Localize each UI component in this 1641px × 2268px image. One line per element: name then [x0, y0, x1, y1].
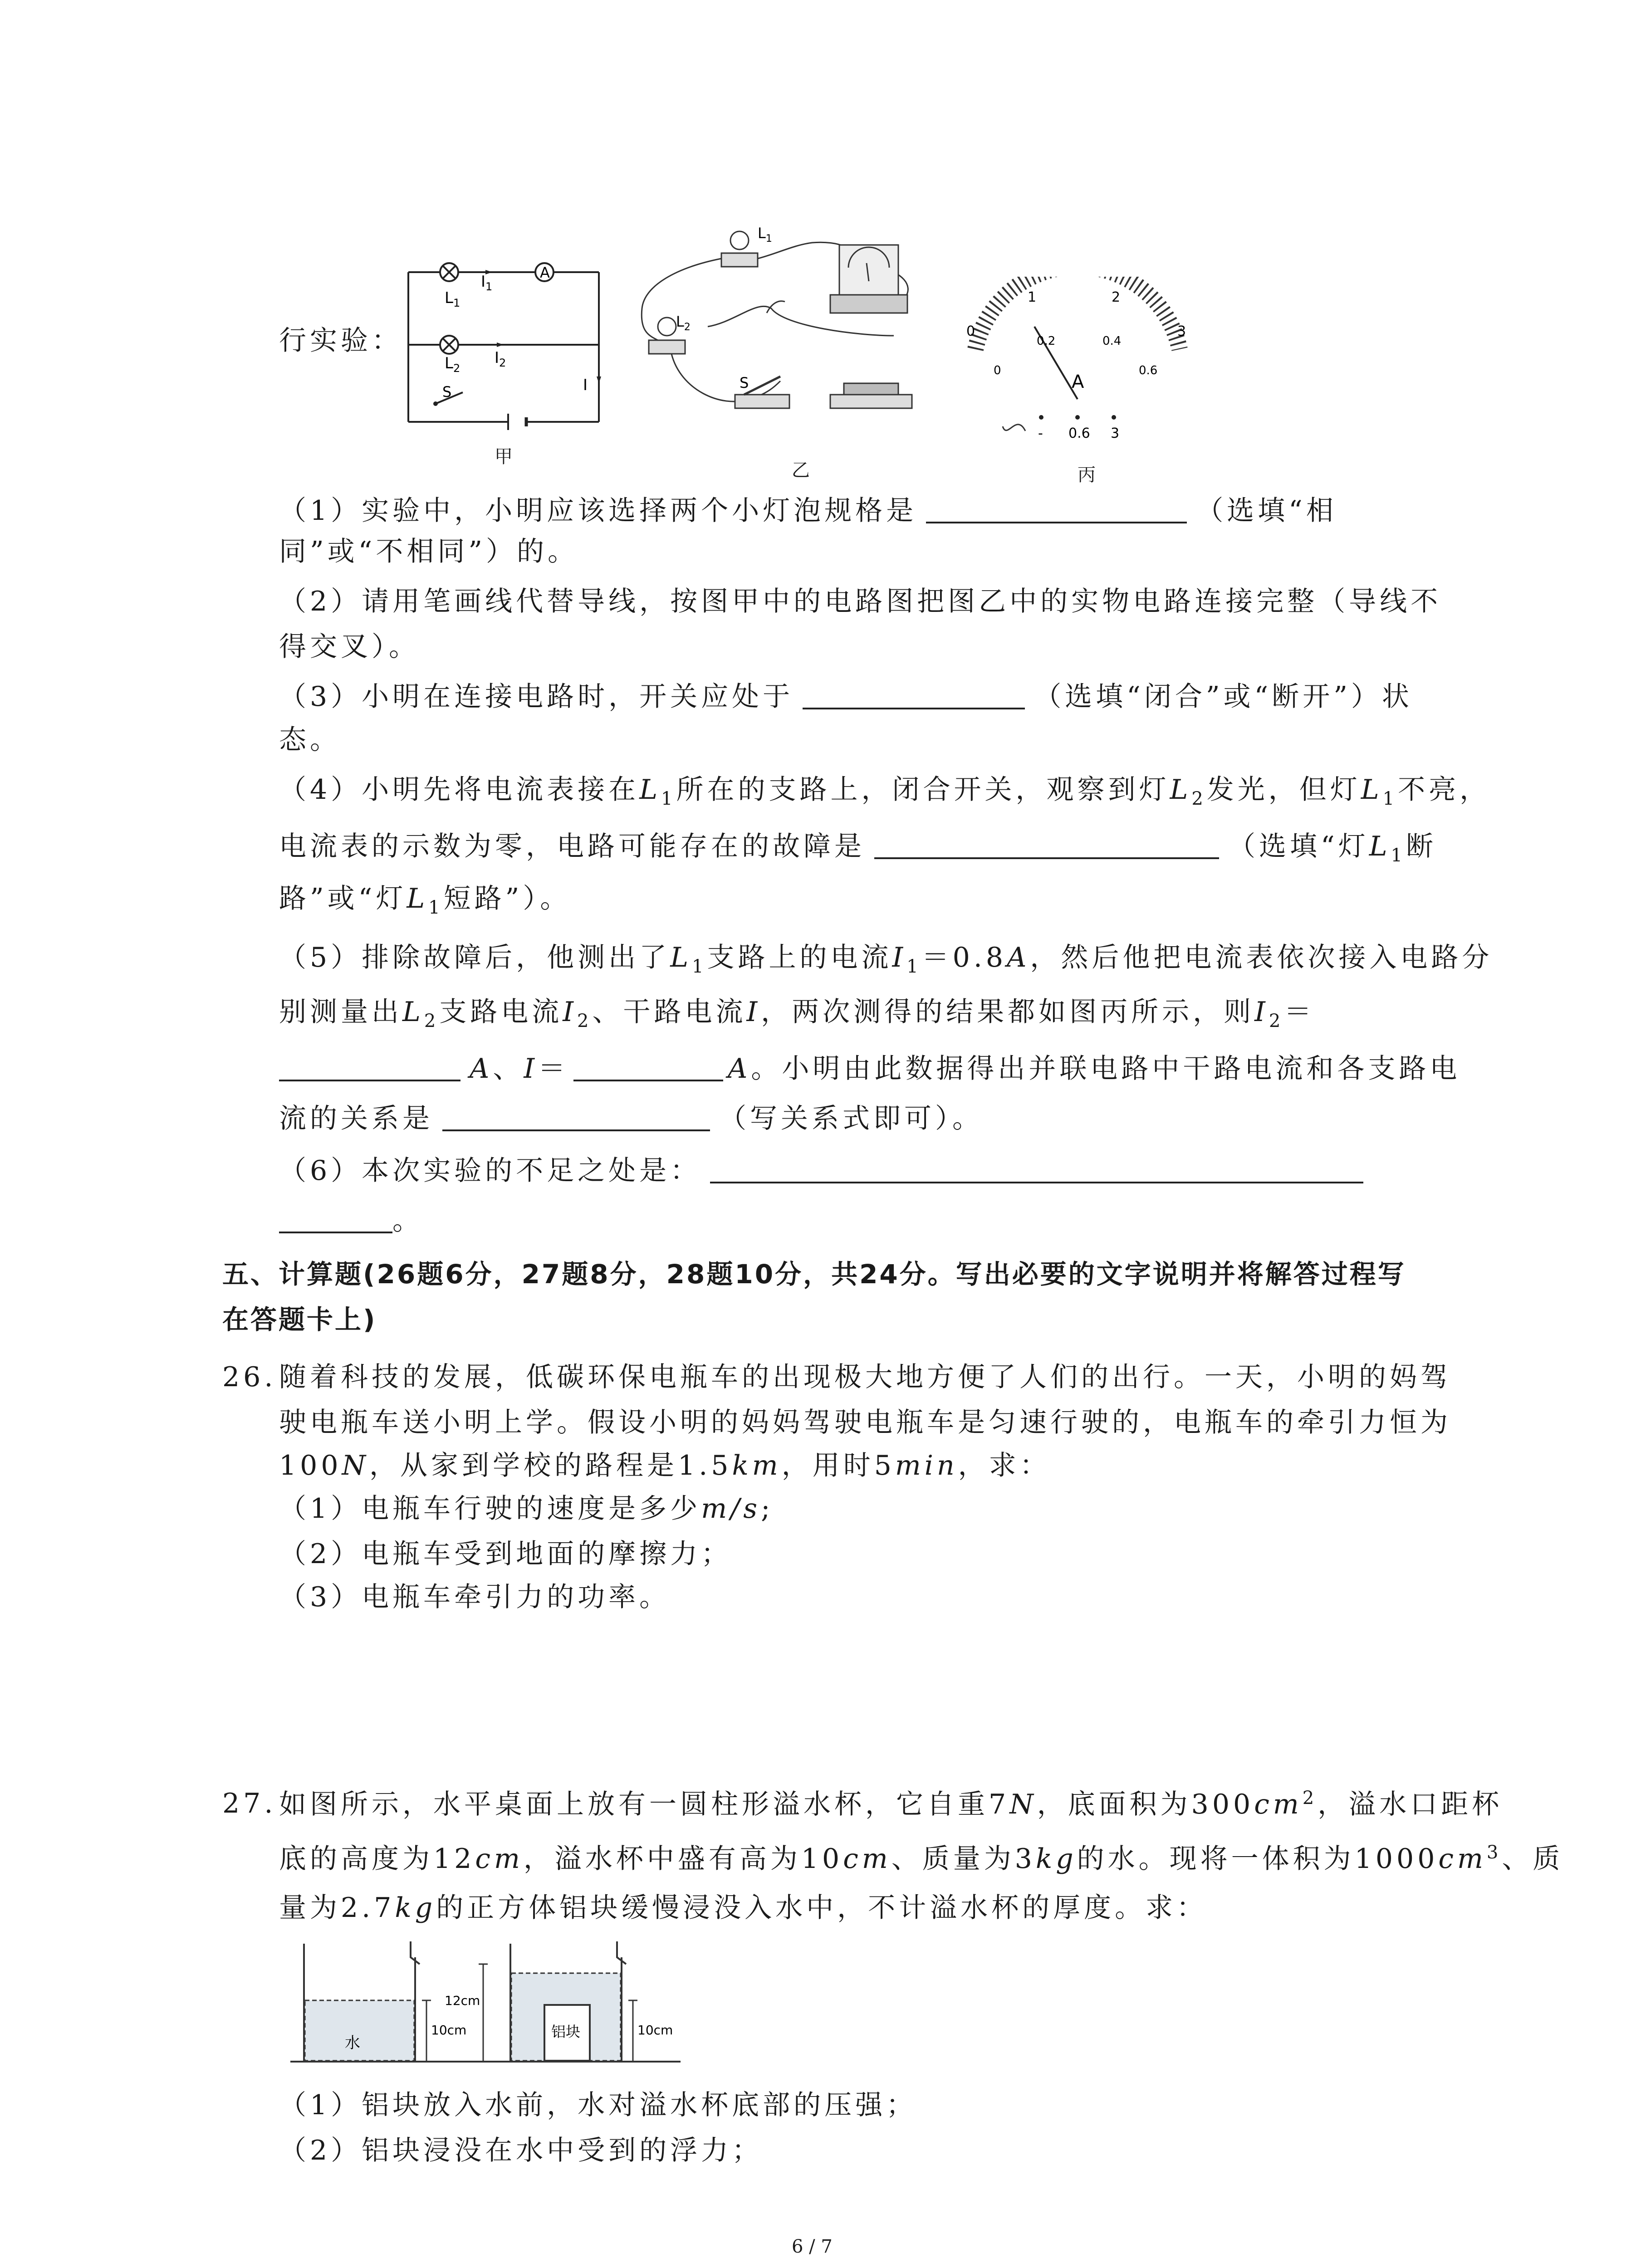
q5-I-blank[interactable]	[573, 1052, 723, 1081]
dial-top-0: 0	[966, 323, 975, 339]
p27-line3: 量为2.7kg的正方体铝块缓慢浸没入水中，不计溢水杯的厚度。求：	[279, 1892, 1208, 1924]
terminal-06: 0.6	[1068, 425, 1090, 441]
q6-line1: （6）本次实验的不足之处是：	[279, 1154, 1363, 1187]
p27-line1: 如图所示，水平桌面上放有一圆柱形溢水杯，它自重7N，底面积为$300cm^2$，溢水口距杯	[279, 1788, 1503, 1820]
dial-top-3: 3	[1177, 323, 1186, 339]
real-circuit-yi	[622, 218, 939, 445]
figure-label-jia: 甲	[495, 446, 513, 467]
schematic-ammeter-label: A	[540, 264, 550, 281]
p27-line2: 底的高度为12cm，溢水杯中盛有高为10cm、质量为3kg的水。现将一体积为$1000cm^3$、质	[279, 1842, 1564, 1875]
real-S-label: S	[740, 374, 749, 391]
schematic-L2-label: $L_2$	[445, 354, 460, 375]
q6-answer-blank-2[interactable]	[279, 1204, 392, 1233]
dial-bottom-3: 0.6	[1139, 364, 1158, 377]
cup-right-height: 10cm	[637, 2023, 673, 2038]
ammeter-dial-bing	[957, 277, 1193, 449]
dial-bottom-2: 0.4	[1102, 334, 1122, 348]
p26-line3: 100N，从家到学校的路程是1.5km，用时5min，求：	[279, 1450, 1051, 1481]
real-L1-label: $L_1$	[758, 225, 772, 244]
q4-line2: 电流表的示数为零，电路可能存在的故障是 （选填“灯$L_1$断	[279, 831, 1437, 866]
q4-line3: 路”或“灯$L_1$短路”）。	[279, 883, 571, 918]
q5-I2-blank[interactable]	[279, 1052, 460, 1081]
q1-line1: （1）实验中，小明应该选择两个小灯泡规格是 （选填“相	[279, 495, 1337, 527]
real-L2-label: $L_2$	[676, 313, 691, 333]
p26-sub2: （2）电瓶车受到地面的摩擦力；	[279, 1538, 732, 1570]
section5-heading-line2: 在答题卡上)	[222, 1304, 377, 1335]
q6-answer-blank-1[interactable]	[710, 1154, 1363, 1183]
q5-line4: 流的关系是 （写关系式即可）。	[279, 1103, 983, 1134]
cup-water-label: 水	[345, 2034, 360, 2052]
dial-unit: A	[1072, 371, 1084, 392]
q5-line3: A、I＝ A。小明由此数据得出并联电路中干路电流和各支路电	[279, 1052, 1460, 1085]
q4-line1: （4）小明先将电流表接在$L_1$所在的支路上，闭合开关，观察到灯$L_2$发光，但灯$L_1$不亮，	[279, 774, 1491, 809]
p26-line2: 驶电瓶车送小明上学。假设小明的妈妈驾驶电瓶车是匀速行驶的，电瓶车的牵引力恒为	[279, 1407, 1451, 1438]
terminal-neg: -	[1038, 425, 1043, 441]
dial-top-1: 1	[1028, 289, 1037, 305]
figure-label-yi: 乙	[792, 460, 810, 481]
q3-line1: （3）小明在连接电路时，开关应处于 （选填“闭合”或“断开”）状	[279, 681, 1413, 713]
q4-answer-blank[interactable]	[874, 830, 1219, 859]
p26-sub3: （3）电瓶车牵引力的功率。	[279, 1581, 671, 1613]
schematic-I1-label: $I_1$	[481, 273, 493, 293]
p26-line1: 随着科技的发展，低碳环保电瓶车的出现极大地方便了人们的出行。一天，小明的妈驾	[279, 1361, 1451, 1393]
page-number: 6 / 7	[792, 2236, 833, 2257]
q5-line1: （5）排除故障后，他测出了$L_1$支路上的电流$I_1=0.8A$，然后他把电流表依次接入电路分	[279, 942, 1493, 977]
cup-left-height: 10cm	[431, 2023, 467, 2038]
cup-block-label: 铝块	[551, 2023, 581, 2040]
schematic-S-label: S	[442, 383, 452, 401]
q3-line2: 态。	[279, 724, 341, 756]
p26-number: 26.	[222, 1361, 277, 1393]
intro-text: 行实验：	[279, 325, 402, 357]
figure-label-bing: 丙	[1078, 464, 1096, 485]
p27-sub1: （1）铝块放入水前，水对溢水杯底部的压强；	[279, 2089, 917, 2121]
q1-answer-blank[interactable]	[926, 494, 1187, 523]
cup-overflow-height: 12cm	[445, 1993, 480, 2008]
dial-top-2: 2	[1112, 289, 1121, 305]
schematic-I2-label: $I_2$	[495, 349, 506, 369]
q3-answer-blank[interactable]	[803, 680, 1025, 709]
dial-bottom-0: 0	[994, 364, 1001, 377]
schematic-circuit-jia	[399, 254, 612, 431]
q2-line1: （2）请用笔画线代替导线，按图甲中的电路图把图乙中的实物电路连接完整（导线不	[279, 586, 1442, 617]
dial-bottom-1: 0.2	[1037, 334, 1056, 348]
q5-line2: 别测量出$L_2$支路电流$I_2$、干路电流I，两次测得的结果都如图丙所示，则$I_2=$	[279, 996, 1315, 1031]
p27-sub2: （2）铝块浸没在水中受到的浮力；	[279, 2135, 763, 2166]
q6-line2: 。	[279, 1204, 423, 1237]
terminal-3: 3	[1111, 425, 1120, 441]
schematic-L1-label: $L_1$	[445, 289, 460, 309]
overflow-cup-figure	[281, 1930, 690, 2075]
q2-line2: 得交叉）。	[279, 631, 420, 663]
schematic-I-label: I	[583, 376, 588, 394]
p26-sub1: （1）电瓶车行驶的速度是多少m/s;	[279, 1493, 774, 1525]
q1-line2: 同”或“不相同”）的。	[279, 536, 579, 567]
section5-heading-line1: 五、计算题(26题6分，27题8分，28题10分，共24分。写出必要的文字说明并将解答过程写	[222, 1259, 1406, 1290]
p27-number: 27.	[222, 1788, 277, 1819]
q5-relation-blank[interactable]	[442, 1102, 710, 1131]
